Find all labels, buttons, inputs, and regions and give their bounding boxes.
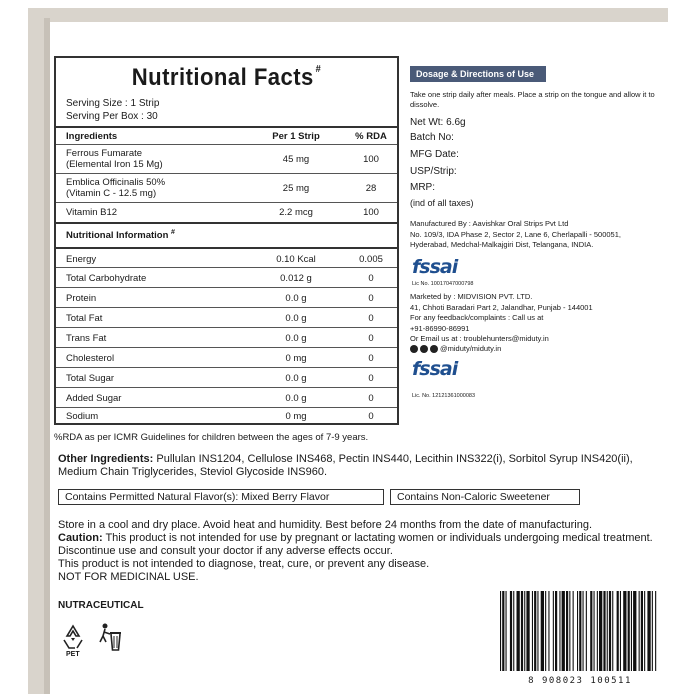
table-row [56, 267, 397, 287]
social-handle-text: @miduty/miduty.in [440, 344, 502, 353]
marketer-line: Marketed by : MIDVISION PVT. LTD. [410, 292, 533, 301]
serving-size: Serving Size : 1 Strip [66, 98, 160, 109]
nutrient-amount: 0 mg [285, 411, 307, 422]
marketer-line: +91-86990-86991 [410, 323, 470, 333]
caution-body: This product is not intended for use by pregnant or lactating women or individuals undergoing medical treatment. Discontinue use and consult your doctor if any adverse effects occur. [58, 532, 653, 557]
nutrient-rda: 0 [368, 293, 374, 304]
barcode-bar [620, 591, 621, 671]
caution-label: Caution: [58, 532, 103, 544]
nutrient-amount: 0.0 g [285, 393, 307, 404]
barcode-bar [553, 591, 554, 671]
nutrient-rda: 0 [368, 273, 374, 284]
table-row [56, 173, 397, 202]
table-row [56, 367, 397, 387]
manufacturer-line: Manufactured By : Aavishkar Oral Strips Pvt Ltd [410, 219, 569, 228]
nutrient-name: Sodium [66, 411, 99, 422]
ingredient-rda: 100 [363, 154, 379, 165]
nutrient-name: Added Sugar [66, 393, 122, 404]
nutrient-amount: 0.10 Kcal [276, 254, 316, 265]
nutrient-name: Cholesterol [66, 353, 115, 364]
social-handles [410, 344, 501, 353]
nutrient-name: Protein [66, 293, 97, 304]
barcode-bar [510, 591, 512, 671]
barcode-bar [562, 591, 565, 671]
info-header-label [66, 229, 175, 241]
nutrient-name: Energy [66, 254, 97, 265]
marketer-line: Or Email us at : troublehunters@miduty.in [410, 334, 549, 343]
barcode-bar [513, 591, 514, 671]
barcode-bar [597, 591, 598, 671]
barcode-bar [502, 591, 504, 671]
usp-strip: USP/Strip: [410, 166, 457, 177]
barcode-bar [631, 591, 632, 671]
nutrient-name: Total Sugar [66, 373, 115, 384]
barcode-bar [617, 591, 619, 671]
fssai-license: Lic. No. 12121361000083 [412, 393, 475, 399]
table-row [56, 387, 397, 407]
table-row [56, 307, 397, 327]
box-flap-top [28, 8, 668, 22]
storage-text: Store in a cool and dry place. Avoid heat and humidity. Best before 24 months from the date of manufacturing. [58, 519, 593, 531]
nutrition-title-mark: # [315, 64, 322, 75]
barcode-bar [652, 591, 653, 671]
header-rda: % RDA [355, 131, 387, 142]
barcode-bar [506, 591, 507, 671]
barcode-bar [541, 591, 544, 671]
nutrient-rda: 0 [368, 393, 374, 404]
barcode-bar [517, 591, 520, 671]
ingredient-rda: 100 [363, 207, 379, 218]
barcode-bar [590, 591, 592, 671]
category-label: NUTRACEUTICAL [58, 600, 144, 611]
nutrient-rda: 0 [368, 353, 374, 364]
barcode-bar [545, 591, 546, 671]
nutrient-amount: 0 mg [285, 353, 307, 364]
ingredient-name: Vitamin B12 [66, 207, 118, 218]
ingredient-rda: 28 [365, 183, 377, 194]
barcode-bar [603, 591, 605, 671]
barcode-bar [559, 591, 560, 671]
nutrient-name: Total Carbohydrate [66, 273, 147, 284]
ingredients-header-row [56, 126, 397, 144]
nutrient-amount: 0.0 g [285, 313, 307, 324]
barcode-bar [526, 591, 529, 671]
other-ingredients-text: Pullulan INS1204, Cellulose INS468, Pectin INS440, Lecithin INS322(i), Sorbitol Syrup INS420(ii), Medium Chain Triglycerides, Steviol Glycoside INS960. [58, 453, 633, 478]
barcode-bar [647, 591, 650, 671]
nutritional-information-header [56, 222, 397, 247]
barcode-bar [566, 591, 568, 671]
marketer-block [410, 292, 668, 345]
net-weight: Net Wt: 6.6g [410, 117, 466, 128]
barcode-bar [534, 591, 536, 671]
marketer-line: For any feedback/complaints : Call us at [410, 313, 544, 322]
barcode-bar [569, 591, 570, 671]
ingredient-amount: 45 mg [282, 154, 310, 165]
manufacturer-block [410, 219, 668, 251]
barcode-bar [579, 591, 581, 671]
sweetener-badge: Contains Non-Caloric Sweetener [390, 489, 580, 505]
barcode-bar [644, 591, 645, 671]
not-medicinal-text: NOT FOR MEDICINAL USE. [58, 571, 199, 583]
ingredient-sub: (Vitamin C - 12.5 mg) [66, 188, 157, 199]
ingredient-sub: (Elemental Iron 15 Mg) [66, 159, 163, 170]
barcode-bar [555, 591, 557, 671]
nutrient-rda: 0 [368, 411, 374, 422]
nutrition-facts-table [54, 56, 399, 425]
batch-number: Batch No: [410, 132, 454, 143]
table-row [56, 327, 397, 347]
mfg-date: MFG Date: [410, 149, 459, 160]
nutrient-amount: 0.0 g [285, 333, 307, 344]
barcode [498, 591, 662, 671]
barcode-bar [521, 591, 523, 671]
fssai-license: Lic No. 10017047000798 [412, 281, 474, 287]
nutrition-title [70, 64, 384, 92]
nutrient-name: Trans Fat [66, 333, 107, 344]
recycle-label: PET [66, 651, 80, 658]
barcode-bar [583, 591, 584, 671]
barcode-bar [641, 591, 643, 671]
flavor-badge: Contains Permitted Natural Flavor(s): Mixed Berry Flavor [58, 489, 384, 505]
ingredient-name: Ferrous Fumarate [66, 148, 143, 159]
table-row [56, 407, 397, 423]
barcode-bar [532, 591, 533, 671]
barcode-bar [599, 591, 602, 671]
barcode-bar [633, 591, 636, 671]
info-header-mark: # [171, 229, 175, 236]
ingredient-amount: 2.2 mcg [279, 207, 313, 218]
barcode-bar [573, 591, 574, 671]
nutrient-amount: 0.0 g [285, 373, 307, 384]
dosage-header: Dosage & Directions of Use [410, 66, 546, 82]
header-ingredients: Ingredients [66, 131, 118, 142]
barcode-bar [639, 591, 640, 671]
facebook-icon [410, 345, 418, 353]
manufacturer-line: No. 109/3, IDA Phase 2, Sector 2, Lane 6, Cherlapalli - 500051, [410, 229, 621, 239]
fssai-logo: fssai [412, 358, 458, 380]
fssai-logo: fssai [412, 256, 458, 278]
barcode-bar [577, 591, 578, 671]
barcode-bar [524, 591, 525, 671]
barcode-bar [594, 591, 595, 671]
barcode-bar [607, 591, 608, 671]
other-ingredients-label: Other Ingredients: [58, 453, 154, 465]
table-row [56, 347, 397, 367]
barcode-bar [548, 591, 549, 671]
barcode-bar [628, 591, 630, 671]
barcode-bar [612, 591, 613, 671]
nutrient-rda: 0 [368, 313, 374, 324]
table-row [56, 144, 397, 173]
header-per-strip: Per 1 Strip [272, 131, 320, 142]
taxes-note: (ind of all taxes) [410, 198, 474, 208]
info-header-text: Nutritional Information [66, 230, 169, 242]
table-row [56, 202, 397, 222]
table-row [56, 247, 397, 267]
nutrient-rda: 0 [368, 373, 374, 384]
barcode-bar [500, 591, 501, 671]
ingredient-amount: 25 mg [282, 183, 310, 194]
nutrient-amount: 0.012 g [280, 273, 312, 284]
rda-footnote: %RDA as per ICMR Guidelines for children between the ages of 7-9 years. [54, 432, 369, 443]
marketer-line: 41, Chhoti Baradari Part 2, Jalandhar, Punjab - 144001 [410, 302, 593, 312]
barcode-bar [623, 591, 626, 671]
table-row [56, 287, 397, 307]
youtube-icon [430, 345, 438, 353]
instagram-icon [420, 345, 428, 353]
other-ingredients [58, 453, 668, 479]
barcode-bar [586, 591, 587, 671]
recycle-icon [60, 624, 86, 650]
nutrient-rda: 0 [368, 333, 374, 344]
ingredient-name: Emblica Officinalis 50% [66, 177, 166, 188]
barcode-number: 8 908023 100511 [528, 676, 632, 686]
nutrient-name: Total Fat [66, 313, 103, 324]
barcode-bar [537, 591, 538, 671]
mrp: MRP: [410, 182, 435, 193]
barcode-bar [609, 591, 611, 671]
disclaimer-text: This product is not intended to diagnose, treat, cure, or prevent any disease. [58, 558, 430, 570]
caution-text [58, 532, 670, 558]
dosage-text: Take one strip daily after meals. Place a strip on the tongue and allow it to dissolve. [410, 90, 655, 109]
nutrient-amount: 0.0 g [285, 293, 307, 304]
manufacturer-line: Hyderabad, Medchal-Malkajgiri Dist, Telangana, INDIA. [410, 240, 594, 249]
serving-per-box: Serving Per Box : 30 [66, 111, 158, 122]
dispose-in-bin-icon [98, 622, 124, 654]
barcode-bar [655, 591, 656, 671]
nutrition-title-text: Nutritional Facts [131, 64, 314, 91]
storage-caution-block [58, 519, 670, 584]
nutrient-rda: 0.005 [359, 254, 383, 265]
